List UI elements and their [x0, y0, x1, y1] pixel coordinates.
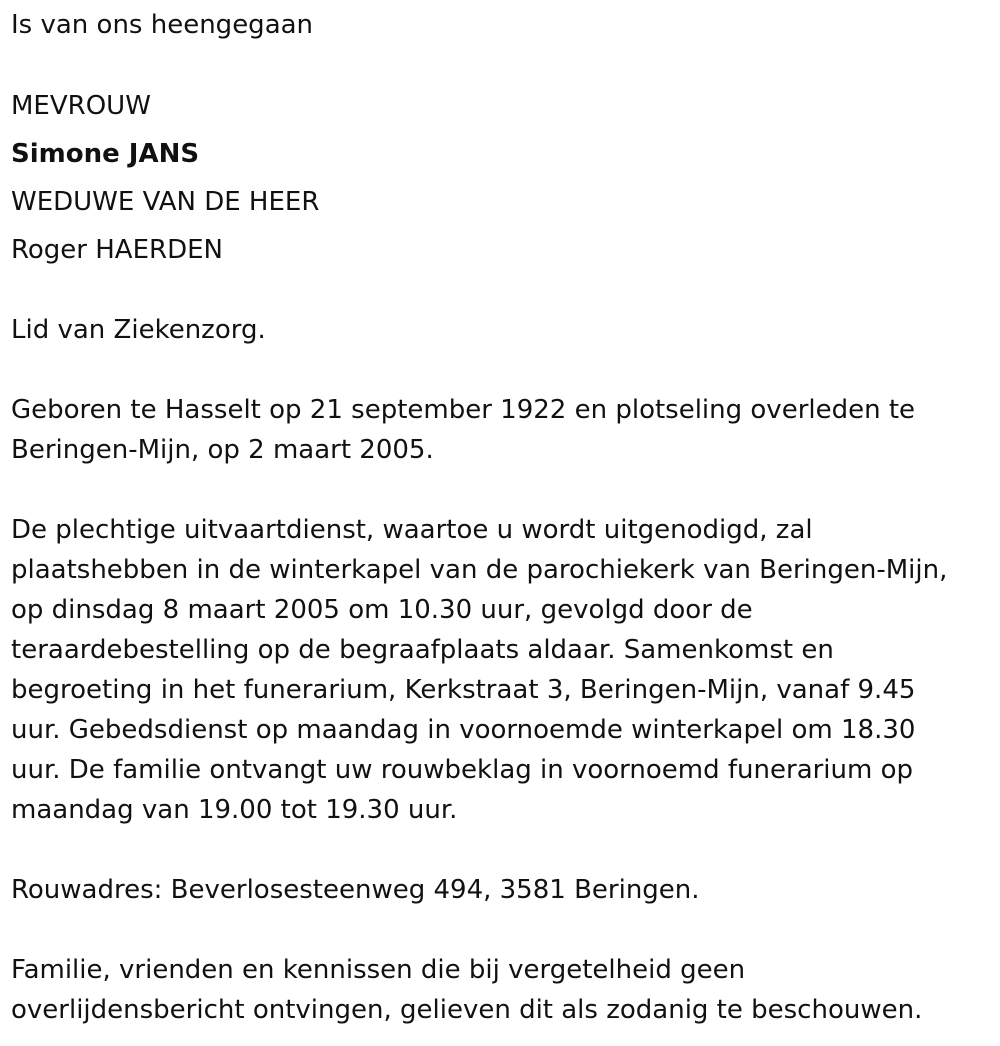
service-line: maandag van 19.00 tot 19.30 uur. — [11, 795, 458, 825]
service-line: op dinsdag 8 maart 2005 om 10.30 uur, gevolgd door de — [11, 595, 753, 625]
service-line: uur. Gebedsdienst op maandag in voornoemde winterkapel om 18.30 — [11, 715, 916, 745]
service-line: De plechtige uitvaartdienst, waartoe u wordt uitgenodigd, zal — [11, 515, 813, 545]
title-prefix: MEVROUW — [11, 91, 151, 121]
intro-text: Is van ons heengegaan — [11, 10, 314, 40]
service-line: uur. De familie ontvangt uw rouwbeklag in voornoemd funerarium op — [11, 755, 914, 785]
birth-death-line: Beringen-Mijn, op 2 maart 2005. — [11, 435, 434, 465]
service-line: teraardebestelling op de begraafplaats aldaar. Samenkomst en — [11, 635, 834, 665]
mourning-address: Rouwadres: Beverlosesteenweg 494, 3581 Beringen. — [11, 875, 700, 905]
closing-line: overlijdensbericht ontvingen, gelieven dit als zodanig te beschouwen. — [11, 995, 923, 1025]
closing-line: Familie, vrienden en kennissen die bij vergetelheid geen — [11, 955, 746, 985]
deceased-name: Simone JANS — [11, 139, 200, 169]
birth-death-line: Geboren te Hasselt op 21 september 1922 en plotseling overleden te — [11, 395, 916, 425]
membership-text: Lid van Ziekenzorg. — [11, 315, 266, 345]
service-line: plaatshebben in de winterkapel van de parochiekerk van Beringen-Mijn, — [11, 555, 948, 585]
spouse-name: Roger HAERDEN — [11, 235, 223, 265]
service-line: begroeting in het funerarium, Kerkstraat 3, Beringen-Mijn, vanaf 9.45 — [11, 675, 916, 705]
relation-text: WEDUWE VAN DE HEER — [11, 187, 320, 217]
